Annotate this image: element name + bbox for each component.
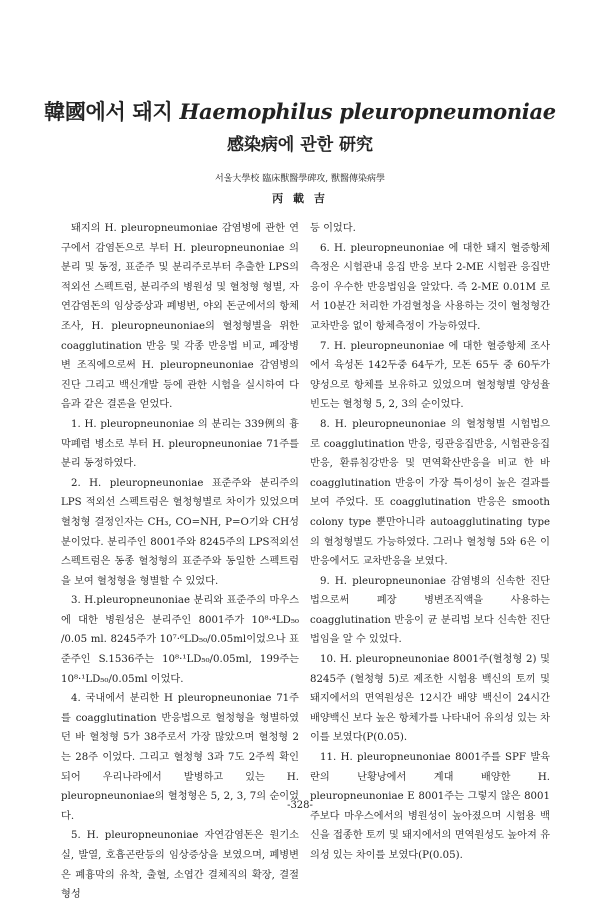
right-column: [310, 219, 550, 866]
title-prefix: 韓國에서 돼지: [44, 99, 180, 124]
title-latin: Haemophilus pleuropneumoniae: [179, 99, 556, 124]
paragraph: 6. H. pleuropneunoniae 에 대한 돼지 혈증항체 측정은 시험관내 응집 반응 보다 2-ME 시험관 응집반응이 우수한 반응법임을 알았다. 즉 2-ME 0.01M 로서 10분간 처리한 가검혈청을 사용하는 것이 혈청형간 교차반응 없이 항체측정이 가능하였다.: [310, 242, 550, 332]
paragraph: 9. H. pleuropneunoniae 감염병의 신속한 진단법으로써 폐장 병변조직액을 사용하는 coagglutination 반응이 균 분리법 보다 신속한 진단법임을 알 수 있었다.: [310, 575, 550, 646]
paragraph: 10. H. pleuropneunoniae 8001주(혈청형 2) 및 8245주 (혈청형 5)로 제조한 시험용 백신의 토끼 및 돼지에서의 면역원성은 12시간 배양 백신이 24시간 배양백신 보다 높은 항체가를 나타내어 유의성 있는 차이를 보였다(P(0.05).: [310, 654, 550, 744]
page-number: -328-: [287, 800, 313, 811]
paragraph: 등 이었다.: [310, 223, 356, 234]
affiliation: 서울大學校 臨床獸醫學碑攻, 獸醫傳染病學: [215, 174, 385, 184]
paragraph: 돼지의 H. pleuropneumoniae 감염병에 관한 연구에서 감염돈으로 부터 H. pleuropneunoniae 의 분리 및 동정, 표준주 및 분리주로부터 추출한 LPS의 적외선 스펙트럼, 분리주의 병원성 및 혈청형 형별, 자연감염돈의 임상증상과 폐병변, 야외 돈군에서의 항체조사, H. pleuropneunoniae의 혈청형별을 위한 coagglutination 반응 및 각종 반응법 비교, 폐장병변 조직에으로써 H. pleuropneunoniae 감염병의 진단 그리고 백신개발 등에 관한 시험을 실시하여 다음과 같은 결론을 얻었다.: [61, 223, 299, 411]
paragraph: 2. H. pleuropneunoniae 표준주와 분리주의 LPS 적외선 스펙트럼은 혈청형별로 차이가 있었으며 혈청형 결정인자는 CH₃, CO=NH, P=O기와 CH성분이었다. 분리주인 8001주와 8245주의 LPS적외선 스펙트럼은 동종 혈청형의 표준주와 동일한 스펙트럼을 보여 혈청형을 형별할 수 있었다.: [61, 477, 299, 587]
title-line-2: 感染病에 관한 研究: [226, 135, 374, 155]
paragraph: 3. H.pleuropneunoniae 분리와 표준주의 마우스에 대한 병원성은 분리주인 8001주가 10⁸·⁴LD₅₀ /0.05 ml. 8245주가 10⁷·⁶LD₅₀/0.05ml이었으나 표준주인 S.1536주는 10⁸·¹LD₅₀/0.05ml, 199주는 10⁸·¹LD₅₀/0.05ml 이었다.: [61, 595, 299, 685]
author: 丙 載 吉: [272, 192, 328, 205]
paragraph: 1. H. pleuropneunoniae 의 분리는 339例의 흉막폐렴 병소로 부터 H. pleuropneunoniae 71주를 분리 동정하였다.: [61, 418, 299, 470]
paragraph: 11. H. pleuropneunoniae 8001주를 SPF 발육란의 난황낭에서 계대 배양한 H. pleuropneunoniae E 8001주는 그렇지 않은 8001주보다 마우스에서의 병원성이 높아졌으며 시험용 백신을 접종한 토끼 및 돼지에서의 면역원성도 높아져 유의성 있는 차이를 보였다(P(0.05).: [310, 752, 550, 861]
paragraph: 8. H. pleuropneunoniae 의 혈청형별 시험법으로 coagglutination 반응, 링관응집반응, 시험관응집반응, 환류침강반응 및 면역확산반응을 비교 한 바 coagglutination 반응이 가장 특이성이 높은 결과를 보여 주었다. 또 coagglutination 반응은 smooth colony type 뿐만아니라 autoagglutinating type의 혈청형별도 가능하였다. 그러나 혈청형 5와 6은 이 반응에서도 교차반응을 보였다.: [310, 418, 550, 568]
paragraph: 7. H. pleuropneunoniae 에 대한 혈증항체 조사에서 육성돈 142두중 64두가, 모돈 65두 중 60두가 양성으로 항체를 보유하고 있었으며 혈청형별 양성율 빈도는 혈청형 5, 2, 3의 순이었다.: [310, 340, 550, 411]
paragraph: 4. 국내에서 분리한 H pleuropneunoniae 71주를 coagglutination 반응법으로 혈청형을 형별하였던 바 혈청형 5가 38주로서 가장 많았으며 혈청형 2는 28주 이었다. 그리고 혈청형 3과 7도 2주씩 확인되어 우리나라에서 발병하고 있는 H. pleuropneunoniae의 혈청형은 5, 2, 3, 7의 순이었다.: [61, 693, 299, 822]
paragraph: 5. H. pleuropneunoniae 자연감염돈은 원기소실, 발열, 호흡곤란등의 임상증상을 보였으며, 폐병변은 폐흉막의 유착, 출혈, 소엽간 결체직의 확장, 결절형성: [61, 830, 299, 901]
title-line-1: [0, 96, 600, 126]
